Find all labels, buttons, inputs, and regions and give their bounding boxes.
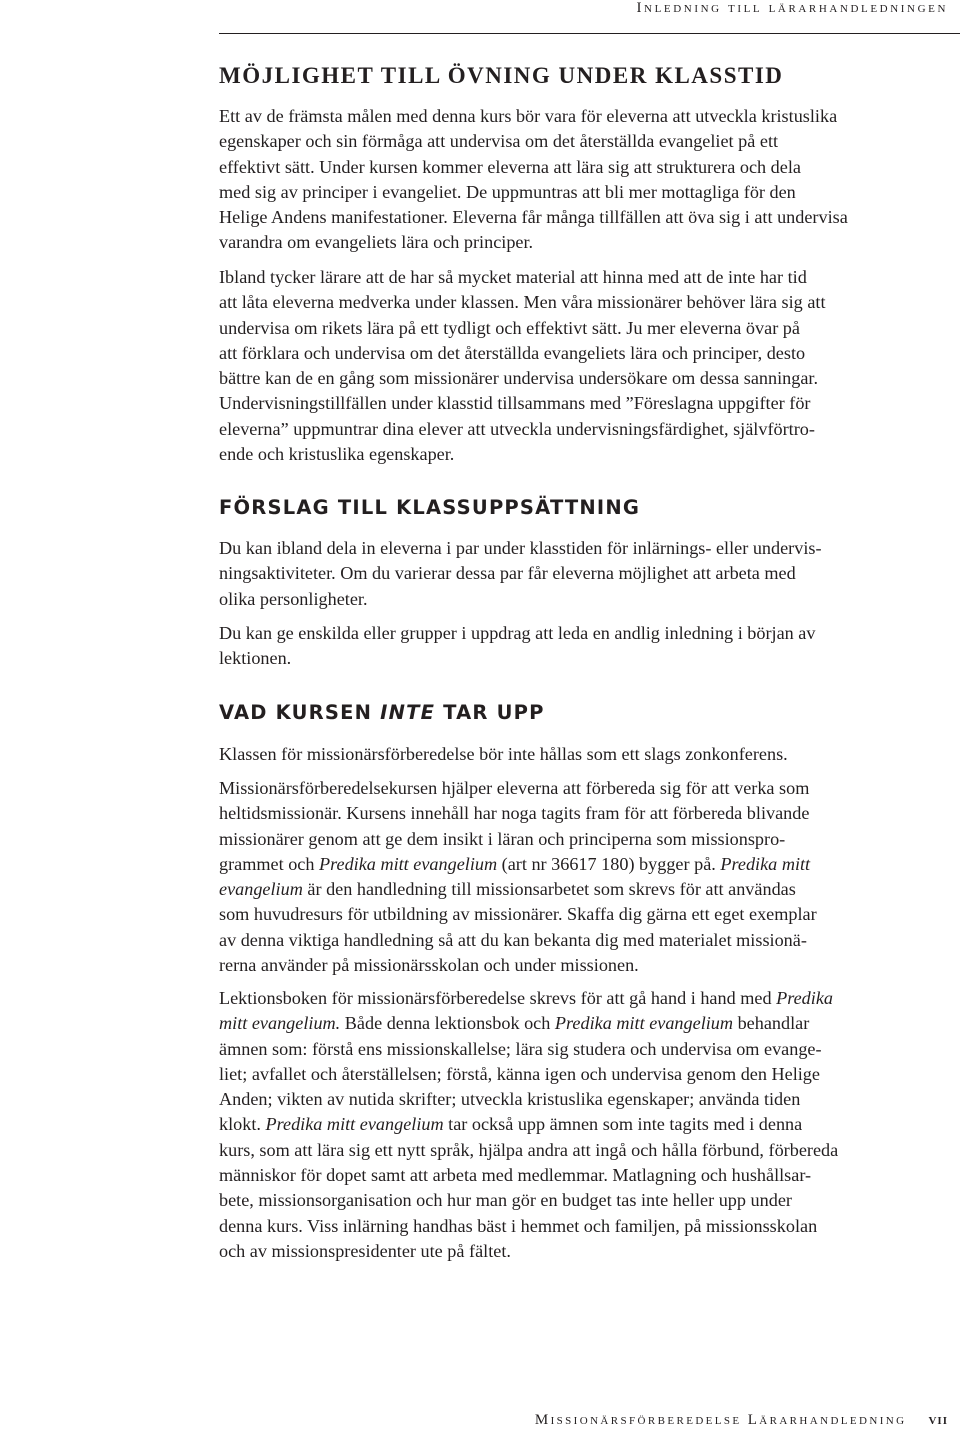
text-line: undervisa om rikets lära på ett tydligt och effektivt sätt. Ju mer eleverna övar på	[219, 317, 800, 338]
page-footer	[535, 1412, 948, 1429]
text-line: Du kan ge enskilda eller grupper i uppdrag att leda en andlig inledning i början av	[219, 623, 816, 643]
book-title-italic: Predika	[776, 988, 833, 1008]
text-line: Ibland tycker lärare att de har så mycket material att hinna med att de inte har tid	[219, 267, 807, 287]
footer-book-title: Missionärsförberedelse Lärarhandledning	[534, 1412, 907, 1428]
paragraph	[219, 986, 959, 1264]
text-line: denna kurs. Viss inlärning handhas bäst i hemmet och familjen, på missionsskolan	[219, 1215, 818, 1236]
text-line: bete, missionsorganisation och hur man gör en budget tas inte heller upp under	[219, 1190, 792, 1211]
section-heading-class-setup: FÖRSLAG TILL KLASSUPPSÄTTNING	[219, 496, 641, 519]
text-line: Lektionsboken för missionärsförberedelse skrevs för att gå hand i hand med Predika	[219, 988, 833, 1008]
paragraph	[219, 742, 959, 767]
text-line: klokt. Predika mitt evangelium tar också upp ämnen som inte tagits med i denna	[219, 1114, 803, 1135]
book-title-italic: mitt evangelium.	[219, 1013, 341, 1034]
text-line: rerna använder på missionärsskolan och under missionen.	[219, 955, 639, 976]
text-line: egenskaper och sin förmåga att undervisa om det återställda evangeliet på ett	[219, 131, 779, 152]
text-line: missionärer genom att ge dem insikt i läran och principerna som missionspro-	[219, 828, 786, 849]
text-line: Ett av de främsta målen med denna kurs bör vara för eleverna att utveckla kristuslika	[219, 106, 838, 126]
header-rule	[219, 33, 960, 34]
text-line: och av missionspresidenter ute på fältet.	[219, 1240, 511, 1261]
text-line: heltidsmissionär. Kursens innehåll har noga tagits fram för att förbereda blivande	[219, 803, 810, 824]
text-line: Anden; vikten av nutida skrifter; utveckla kristuslika egenskaper; använda tiden	[219, 1089, 801, 1110]
section-heading-not-covered: VAD KURSEN INTE TAR UPP	[219, 701, 545, 724]
text-line: grammet och Predika mitt evangelium (art nr 36617 180) bygger på. Predika mitt	[219, 853, 811, 874]
text-line: ningsaktiviteter. Om du varierar dessa par får eleverna möjlighet att arbeta med	[219, 563, 796, 584]
paragraph	[219, 621, 959, 672]
text-line: som huvudresurs för utbildning av missionärer. Skaffa dig gärna ett eget exemplar	[219, 904, 817, 925]
book-title-italic: Predika mitt evangelium	[265, 1114, 444, 1135]
book-title-italic: Predika mitt evangelium	[319, 853, 498, 874]
text-line: ende och kristuslika egenskaper.	[219, 444, 455, 465]
text-line: eleverna” uppmuntrar dina elever att utveckla undervisningsfärdighet, självförtro-	[219, 418, 815, 439]
text-line: Du kan ibland dela in eleverna i par under klasstiden för inlärnings- eller undervis-	[219, 538, 822, 558]
text-line: Helige Andens manifestationer. Eleverna får många tillfällen att öva sig i att undervisa	[219, 207, 848, 228]
text-line: liet; avfallet och återställelsen; förstå, känna igen och undervisa genom den Helige	[219, 1063, 820, 1084]
book-title-italic: evangelium	[219, 879, 303, 900]
text-line: olika personligheter.	[219, 588, 368, 609]
text-line: varandra om evangeliets lära och principer.	[219, 232, 534, 253]
paragraph	[219, 536, 959, 612]
heading-emphasis: INTE	[380, 701, 436, 724]
text-line: mitt evangelium. Både denna lektionsbok och Predika mitt evangelium behandlar	[219, 1013, 810, 1034]
text-line: lektionen.	[219, 648, 292, 669]
text-line: att låta eleverna medverka under klassen. Men våra missionärer behöver lära sig att	[219, 292, 826, 313]
text-line: bättre kan de en gång som missionärer undervisa undersökare om dessa sanningar.	[219, 368, 819, 389]
text-line: människor för dopet samt att arbeta med medlemmar. Matlagning och hushållsar-	[219, 1165, 812, 1186]
text-line: Klassen för missionärsförberedelse bör inte hållas som ett slags zonkonferens.	[219, 744, 788, 764]
text-line: evangelium är den handledning till missionsarbetet som skrevs för att användas	[219, 879, 796, 900]
paragraph	[219, 776, 959, 978]
running-header: Inledning till lärarhandledningen	[636, 0, 948, 16]
text-line: effektivt sätt. Under kursen kommer eleverna att lära sig att strukturera och dela	[219, 156, 801, 177]
text-line: av denna viktiga handledning så att du kan bekanta dig med materialet missionä-	[219, 929, 807, 950]
section-heading-practice: MÖJLIGHET TILL ÖVNING UNDER KLASSTID	[219, 63, 784, 88]
text-line: med sig av principer i evangeliet. De uppmuntras att bli mer mottagliga för den	[219, 181, 796, 202]
text-line: kurs, som att lära sig ett nytt språk, hjälpa andra att ingå och hålla förbund, förbereda	[219, 1139, 839, 1160]
page-number: vii	[928, 1412, 948, 1428]
text-line: att förklara och undervisa om det återställda evangeliets lära och principer, desto	[219, 342, 806, 363]
text-line: ämnen som: förstå ens missionskallelse; lära sig studera och undervisa om evange-	[219, 1038, 822, 1059]
paragraph	[219, 104, 959, 256]
paragraph	[219, 265, 959, 467]
book-title-italic: Predika mitt	[720, 853, 811, 874]
text-line: Undervisningstillfällen under klasstid tillsammans med ”Föreslagna uppgifter för	[219, 393, 811, 414]
book-title-italic: Predika mitt evangelium	[554, 1013, 734, 1034]
text-line: Missionärsförberedelsekursen hjälper eleverna att förbereda sig för att verka som	[219, 778, 810, 798]
